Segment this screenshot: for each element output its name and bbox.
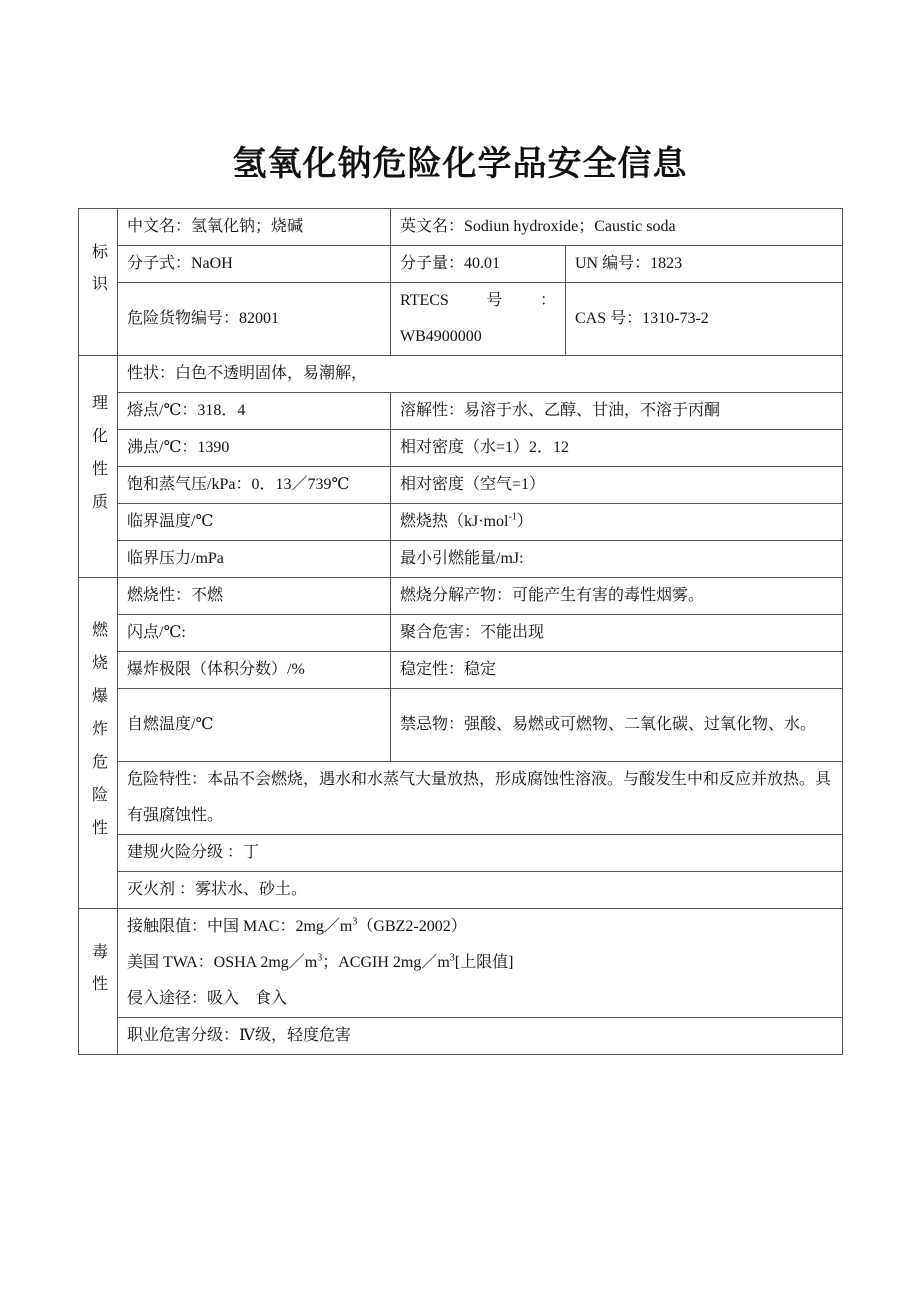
flammability: 燃烧性：不燃 <box>118 578 391 615</box>
safety-info-table <box>78 208 843 1055</box>
heat-of-combustion: 燃烧热（kJ·mol$^{-1}$） <box>391 504 843 541</box>
flash-point: 闪点/℃: <box>118 615 391 652</box>
incompatibles: 禁忌物：强酸、易燃或可燃物、二氧化碳、过氧化物、水。 <box>391 689 843 762</box>
formula: 分子式：NaOH <box>118 246 391 283</box>
critical-pressure: 临界压力/mPa <box>118 541 391 578</box>
extinguishing-agent: 灭火剂 ：雾状水、砂土。 <box>118 872 843 909</box>
dg-number: 危险货物编号：82001 <box>118 283 391 356</box>
vapor-pressure: 饱和蒸气压/kPa：0．13／739℃ <box>118 467 391 504</box>
stability: 稳定性：稳定 <box>391 652 843 689</box>
polymerization: 聚合危害：不能出现 <box>391 615 843 652</box>
section-identification: 标识 <box>79 209 118 356</box>
occupational-hazard-class: 职业危害分级：Ⅳ级，轻度危害 <box>118 1018 843 1055</box>
section-toxicity: 毒性 <box>79 909 118 1055</box>
melting-point: 熔点/℃：318．4 <box>118 393 391 430</box>
cas-number: CAS 号：1310-73-2 <box>566 283 843 356</box>
cn-name: 中文名：氢氧化钠；烧碱 <box>118 209 391 246</box>
explosion-limits: 爆炸极限（体积分数）/% <box>118 652 391 689</box>
solubility: 溶解性：易溶于水、乙醇、甘油，不溶于丙酮 <box>391 393 843 430</box>
decomposition-products: 燃烧分解产物：可能产生有害的毒性烟雾。 <box>391 578 843 615</box>
rtecs: RTECS 号 ： WB4900000 <box>391 283 566 356</box>
min-ignition-energy: 最小引燃能量/mJ: <box>391 541 843 578</box>
density-water: 相对密度（水=1）2．12 <box>391 430 843 467</box>
boiling-point: 沸点/℃：1390 <box>118 430 391 467</box>
molecular-weight: 分子量：40.01 <box>391 246 566 283</box>
hazard-properties: 危险特性：本品不会燃烧，遇水和水蒸气大量放热，形成腐蚀性溶液。与酸发生中和反应并放热。具有强腐蚀性。 <box>118 762 843 835</box>
exposure-limits: 接触限值：中国 MAC：$2mg/m^3(GBZ2-2002)$ 美国 TWA：OSHA $2mg/m^3$；ACGIH $2mg/m^3$[上限值] 侵入途径：吸入 食入 <box>118 909 843 1018</box>
density-air: 相对密度（空气=1） <box>391 467 843 504</box>
autoignition: 自燃温度/℃ <box>118 689 391 762</box>
critical-temperature: 临界温度/℃ <box>118 504 391 541</box>
un-number: UN 编号：1823 <box>566 246 843 283</box>
en-name: 英文名：Sodiun hydroxide；Caustic soda <box>391 209 843 246</box>
section-physical: 理化性质 <box>79 356 118 578</box>
fire-class: 建规火险分级 ：丁 <box>118 835 843 872</box>
page-title: 氢氧化钠危险化学品安全信息 <box>232 144 688 184</box>
appearance: 性状：白色不透明固体，易潮解， <box>118 356 843 393</box>
section-fire: 燃烧爆炸危险性 <box>79 578 118 909</box>
